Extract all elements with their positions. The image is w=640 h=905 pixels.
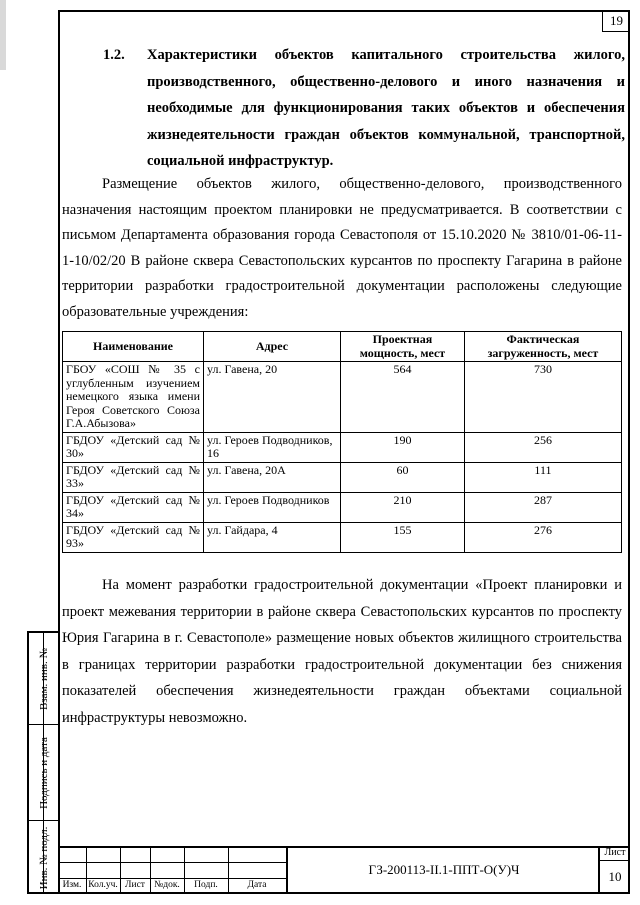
table-row: [63, 432, 622, 462]
label-izm: Изм.: [62, 880, 82, 890]
cell-load: 276: [464, 522, 621, 552]
paragraph-conclusion: На момент разработки градостроительной документации «Проект планировки и проект межевания территории в районе сквера Севастопольских курсантов по проспекту Юрия Гагарина в г. Севастополе» размещение новых объектов жилищного строительства в границах территории разработки градостроительной документации без снижения показателей обеспечения жизнедеятельности граждан объектами социальной инфраструктуры невозможно.: [62, 577, 622, 726]
label-podp: Подп.: [194, 880, 218, 890]
sheet-label: Лист: [600, 846, 630, 861]
header-name: Наименование: [63, 332, 204, 362]
cell-capacity: 155: [341, 522, 465, 552]
cell-load: 111: [464, 462, 621, 492]
section-title: Характеристики объектов капитального строительства жилого, производственного, общественно-делового и иного назначения и необходимые для функционирования таких объектов и обеспечения жизнедеятельности граждан объектов коммунальной, транспортной, социальной инфраструктур.: [147, 47, 625, 169]
stamp-label-vzam: Взам. инв. №: [37, 647, 50, 710]
title-block: [58, 846, 630, 894]
cell-address: ул. Гавена, 20А: [204, 462, 341, 492]
cell-name: ГБДОУ «Детский сад № 34»: [63, 492, 204, 522]
paragraph-intro: Размещение объектов жилого, общественно-делового, производственного назначения настоящим проектом планировки не предусматривается. В соответствии с письмом Департамента образования города Севастополя от 15.10.2020 № 3810/01-06-11-1-10/02/20 В районе сквера Севастопольских курсантов по проспекту Гагарина в районе территории разработки градостроительной документации расположены следующие образовательные учреждения:: [62, 176, 622, 320]
scan-edge-mark: [0, 0, 6, 70]
cell-capacity: 60: [341, 462, 465, 492]
label-data: Дата: [247, 880, 267, 890]
section-heading: [103, 42, 625, 175]
cell-name: ГБДОУ «Детский сад № 33»: [63, 462, 204, 492]
cell-address: ул. Гавена, 20: [204, 362, 341, 433]
cell-capacity: 564: [341, 362, 465, 433]
stamp-label-inv: Инв. № подл.: [37, 826, 50, 889]
stamp-divider: [43, 633, 44, 892]
table-header-row: [63, 332, 622, 362]
cell-address: ул. Гайдара, 4: [204, 522, 341, 552]
cell-load: 730: [464, 362, 621, 433]
sheet-box: [598, 846, 630, 894]
table-row: [63, 462, 622, 492]
grid-row-line: [58, 862, 286, 863]
sheet-number: 10: [608, 869, 622, 884]
margin-stamp: [27, 631, 58, 894]
cell-name: ГБДОУ «Детский сад № 93»: [63, 522, 204, 552]
cell-load: 287: [464, 492, 621, 522]
header-capacity: Проектная мощность, мест: [341, 332, 465, 362]
document-code: ГЗ-200113-II.1-ППТ-О(У)Ч: [286, 846, 600, 894]
cell-capacity: 190: [341, 432, 465, 462]
label-kol-uch: Кол.уч.: [88, 880, 118, 890]
page-number: 19: [602, 10, 630, 32]
label-list: Лист: [125, 880, 145, 890]
table-row: [63, 362, 622, 433]
grid-row-line: [58, 878, 286, 879]
label-ndok: №док.: [154, 880, 180, 890]
stamp-label-podpis: Подпись и дата: [37, 736, 50, 809]
cell-address: ул. Героев Подводников: [204, 492, 341, 522]
cell-name: ГБОУ «СОШ № 35 с углубленным изучением немецкого языка имени Героя Советского Союза Г.А.Абызова»: [63, 362, 204, 433]
schools-table: [62, 331, 622, 553]
cell-load: 256: [464, 432, 621, 462]
revision-grid: [58, 846, 286, 894]
table-row: [63, 492, 622, 522]
header-address: Адрес: [204, 332, 341, 362]
header-load: Фактическая загруженность, мест: [464, 332, 621, 362]
table-row: [63, 522, 622, 552]
cell-address: ул. Героев Подводников, 16: [204, 432, 341, 462]
cell-name: ГБДОУ «Детский сад № 30»: [63, 432, 204, 462]
section-number: 1.2.: [103, 47, 125, 63]
cell-capacity: 210: [341, 492, 465, 522]
